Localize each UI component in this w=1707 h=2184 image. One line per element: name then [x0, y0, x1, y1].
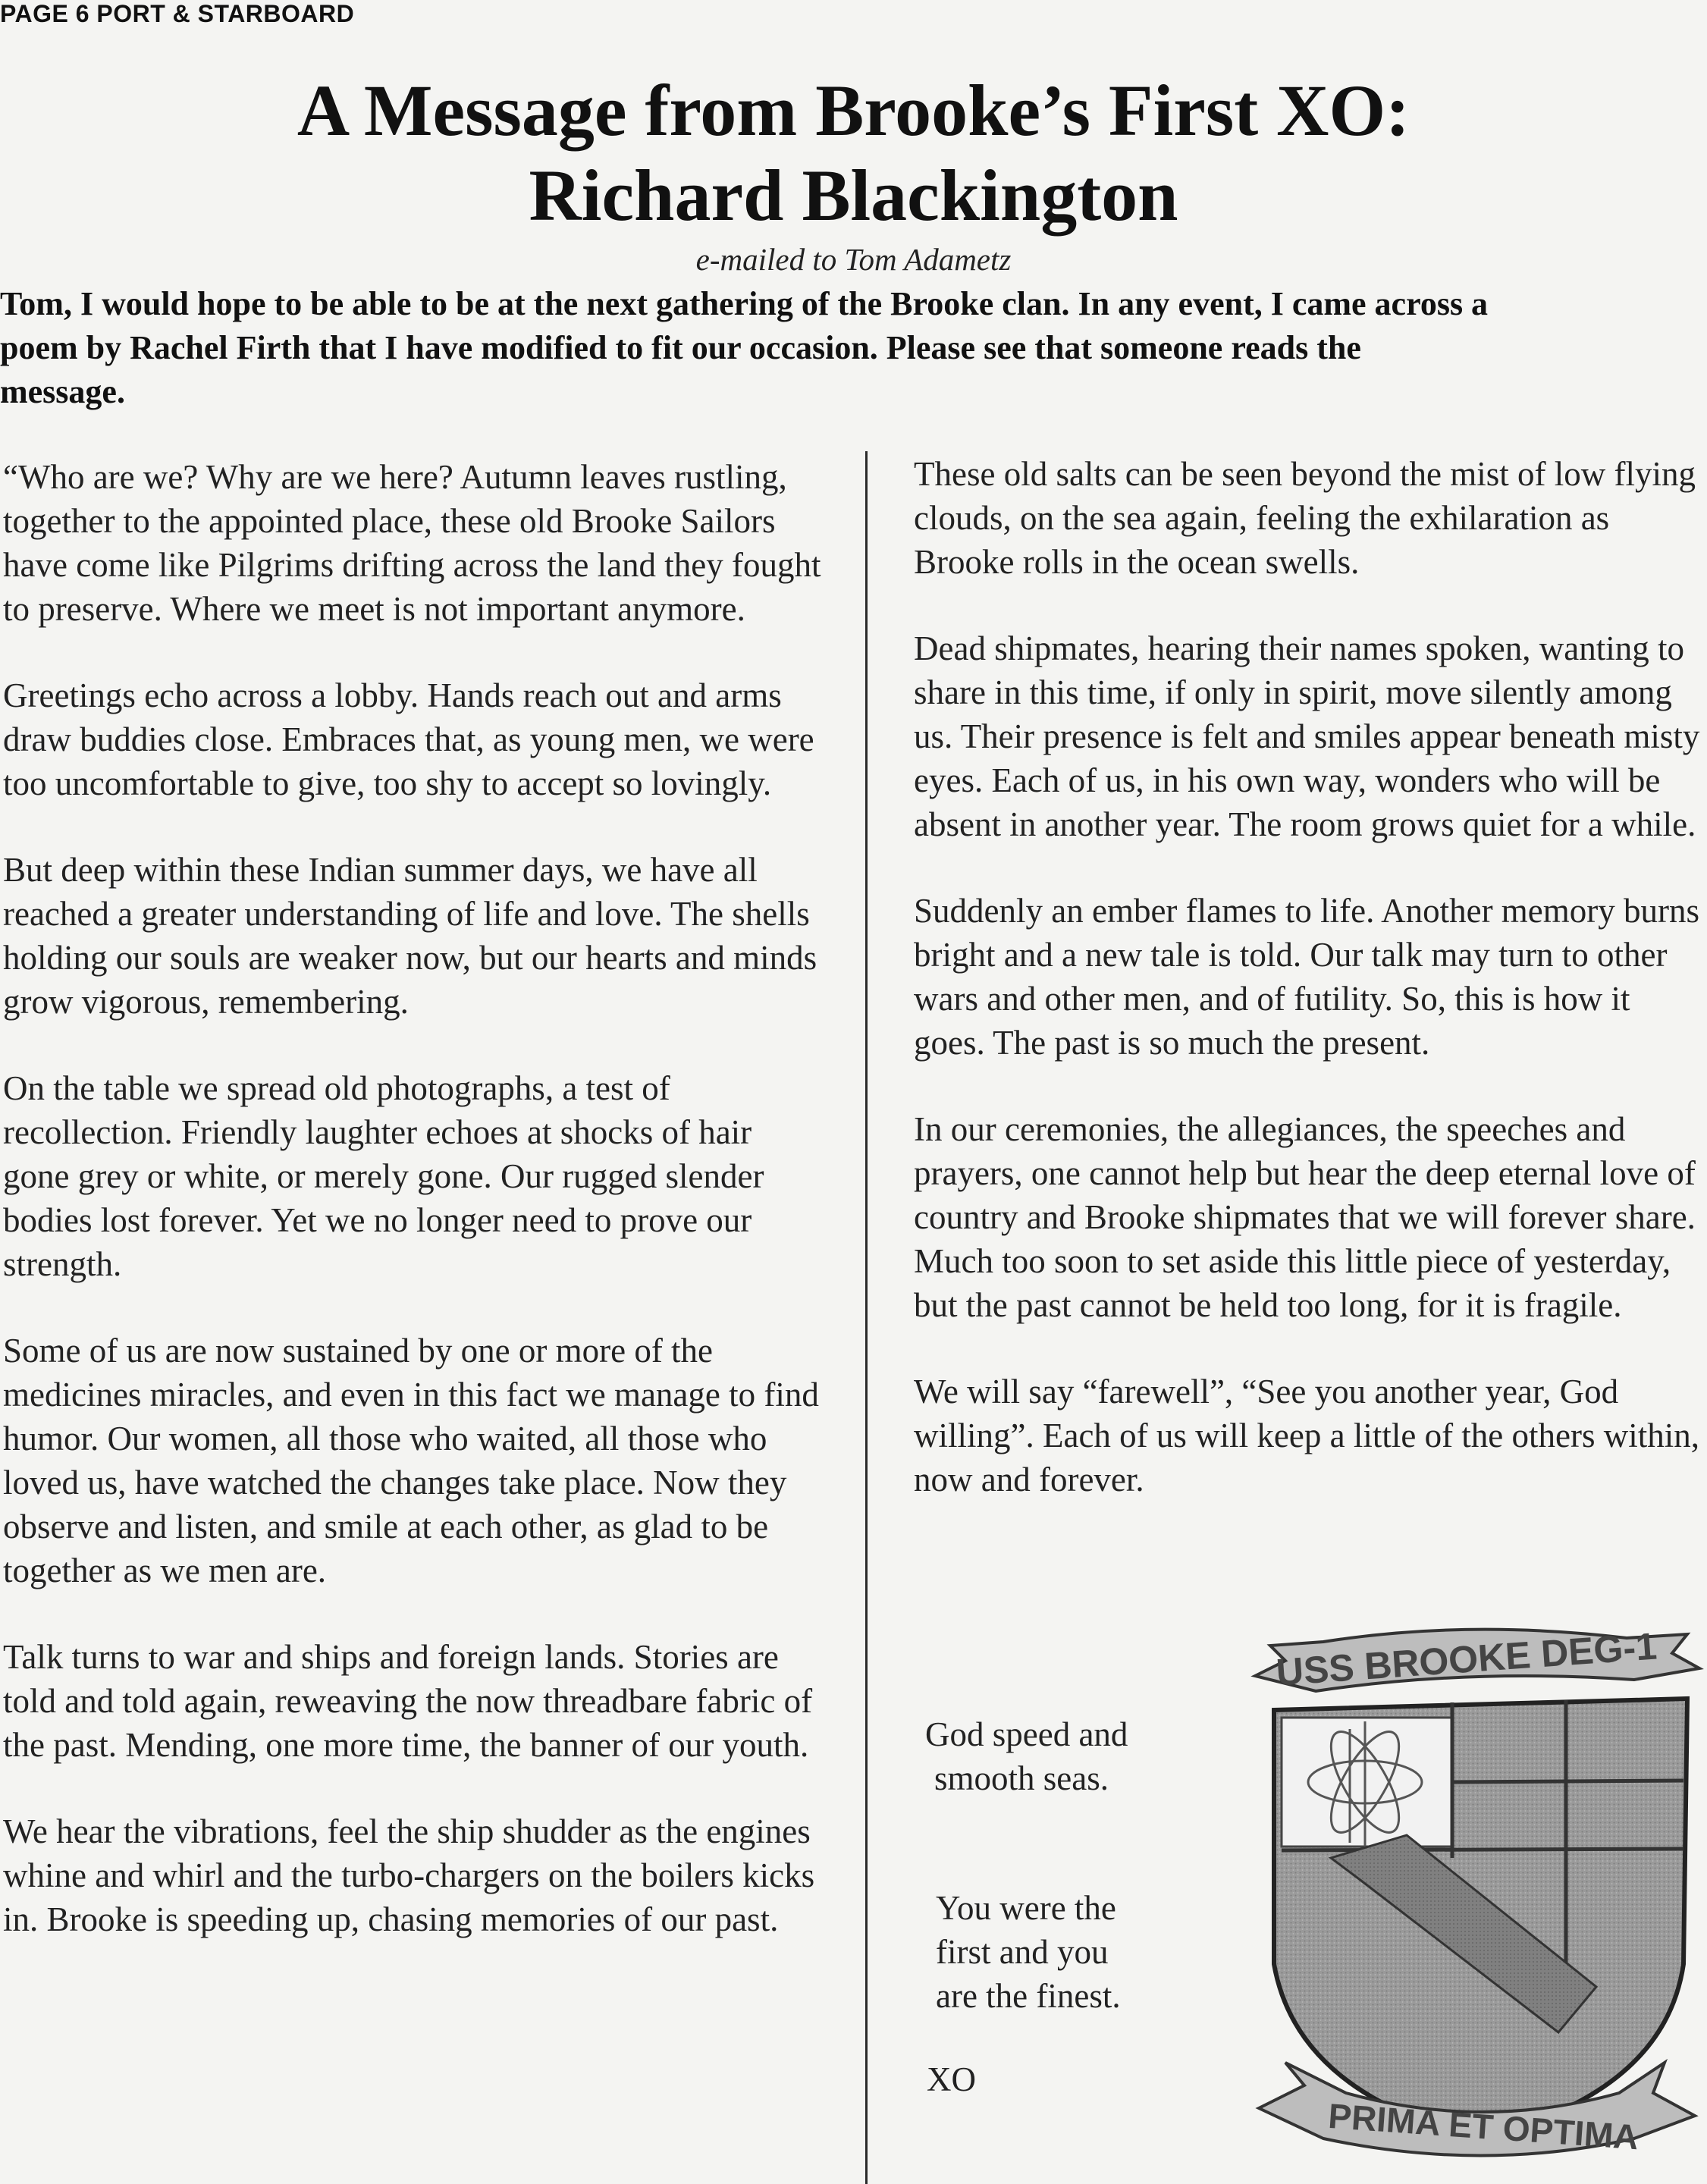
byline: e-mailed to Tom Adametz [695, 242, 1012, 277]
signoff-line: are the finest. [936, 1977, 1121, 2015]
signoff-line: first and you [936, 1933, 1109, 1971]
left-column [3, 455, 822, 1984]
body-paragraph: But deep within these Indian summer days, we have all reached a greater understanding of life and love. The shells holding our souls are weaker now, but our hearts and minds grow vigorous, remembering. [3, 851, 817, 1021]
signoff-line: God speed and [925, 1715, 1128, 1753]
signoff-godspeed [925, 1712, 1128, 1800]
column-divider [865, 451, 868, 2184]
right-column [914, 452, 1707, 1544]
body-paragraph: Talk turns to war and ships and foreign lands. Stories are told and told again, reweaving the now threadbare fabric of the past. Mending, one more time, the banner of our youth. [3, 1638, 813, 1764]
body-paragraph: Dead shipmates, hearing their names spoken, wanting to share in this time, if only in spirit, move silently among us. Their presence is felt and smiles appear beneath misty eyes. Each of us, in his own way, wonders who will be absent in another year. The room grows quiet for a while. [914, 629, 1700, 843]
signature: XO [927, 2060, 976, 2098]
signoff-finest [936, 1886, 1121, 2018]
body-paragraph: “Who are we? Why are we here? Autumn leaves rustling, together to the appointed place, these old Brooke Sailors have come like Pilgrims drifting across the land they fought to preserve. Where we meet is not important anymore. [3, 458, 821, 628]
body-paragraph: Suddenly an ember flames to life. Another memory burns bright and a new tale is told. Our talk may turn to other wars and other men, and of futility. So, this is how it goes. The past is so much the present. [914, 892, 1700, 1062]
body-paragraph: Some of us are now sustained by one or more of the medicines miracles, and even in this fact we manage to find humor. Our women, all those who waited, all those who loved us, have watched the changes take place. Now they observe and listen, and smile at each other, as glad to be together as we men are. [3, 1332, 819, 1589]
article-title [0, 68, 1707, 238]
page-header: PAGE 6 PORT & STARBOARD [0, 0, 355, 27]
body-paragraph: Greetings echo across a lobby. Hands reach out and arms draw buddies close. Embraces that, as young men, we were too uncomfortable to give, too shy to accept so lovingly. [3, 676, 814, 802]
ship-crest-icon [1240, 1608, 1707, 2184]
title-line-2: Richard Blackington [529, 155, 1178, 236]
signoff-line: You were the [936, 1889, 1116, 1927]
body-paragraph: These old salts can be seen beyond the mist of low flying clouds, on the sea again, feeling the exhilaration as Brooke rolls in the ocean swells. [914, 455, 1696, 581]
body-paragraph: In our ceremonies, the allegiances, the speeches and prayers, one cannot help but hear the deep eternal love of country and Brooke shipmates that we will forever share. Much too soon to set aside this little piece of yesterday, but the past cannot be held too long, for it is fragile. [914, 1110, 1696, 1324]
title-line-1: A Message from Brooke’s First XO: [297, 70, 1410, 151]
body-paragraph: On the table we spread old photographs, a test of recollection. Friendly laughter echoes at shocks of hair gone grey or white, or merely gone. Our rugged slender bodies lost forever. Yet we no longer need to prove our strength. [3, 1069, 764, 1283]
signoff-line: smooth seas. [934, 1759, 1109, 1797]
crest-top-banner-text: USS BROOKE DEG-1 [1275, 1624, 1658, 1694]
intro-line: Tom, I would hope to be able to be at the next gathering of the Brooke clan. In any event, I came across a [0, 285, 1489, 322]
intro-paragraph [0, 282, 1707, 414]
intro-line: message. [0, 373, 125, 410]
crest-bottom-banner-text: PRIMA ET OPTIMA [1326, 2095, 1640, 2157]
body-paragraph: We hear the vibrations, feel the ship shudder as the engines whine and whirl and the turbo-chargers on the boilers kicks in. Brooke is speeding up, chasing memories of our past. [3, 1812, 815, 1938]
body-paragraph: We will say “farewell”, “See you another year, God willing”. Each of us will keep a little of the others within, now and forever. [914, 1373, 1700, 1498]
intro-line: poem by Rachel Firth that I have modified to fit our occasion. Please see that someone reads the [0, 329, 1361, 366]
